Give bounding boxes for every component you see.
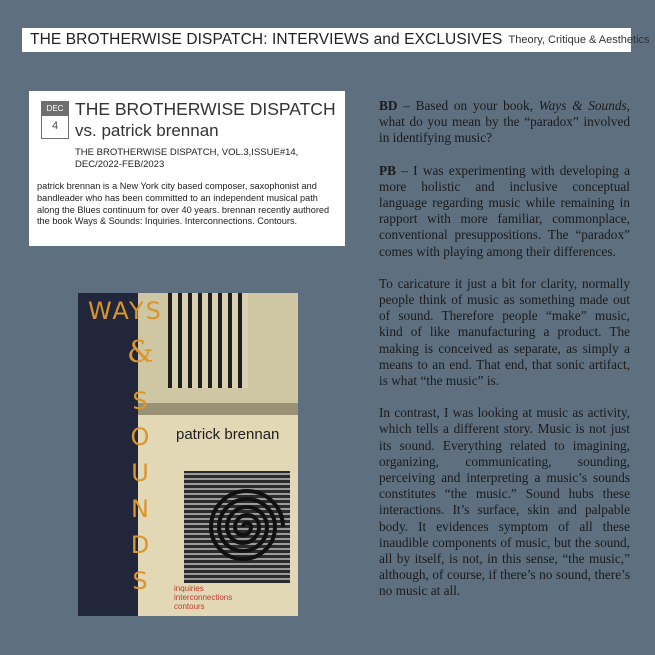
banner-subtitle: Theory, Critique & Aesthetics xyxy=(508,34,650,46)
book-letter: O xyxy=(130,423,150,451)
book-title-sounds xyxy=(128,383,152,599)
book-letter: S xyxy=(132,567,148,595)
book-title-ways: WAYS xyxy=(88,297,163,325)
answer-text: – I was experimenting with developing a more holistic and inclusive conceptual language regarding music while remaining in rapport with more familiar, commonplace, conventional presuppositions. The “paradox” comes with playing among their differences. xyxy=(379,162,630,259)
book-letter: S xyxy=(132,387,148,415)
card-volume: THE BROTHERWISE DISPATCH, VOL.3,ISSUE#14, DEC/2022-FEB/2023 xyxy=(75,147,299,170)
banner-title: THE BROTHERWISE DISPATCH: INTERVIEWS and EXCLUSIVES xyxy=(30,31,503,48)
card-bio: patrick brennan is a New York city based composer, saxophonist and bandleader who has been committed to an independent musical path along the Blues continuum for over 40 years. brennan recently authored the book Ways & Sounds: Inquiries. Interconnections. Contours. xyxy=(37,181,330,227)
card-title: THE BROTHERWISE DISPATCH xyxy=(75,99,336,119)
book-letter: D xyxy=(130,531,150,559)
book-subtitle xyxy=(174,584,232,611)
question-label: BD xyxy=(379,98,398,113)
book-letter: N xyxy=(131,495,149,523)
card-subtitle: vs. patrick brennan xyxy=(75,121,219,140)
date-month: DEC xyxy=(42,102,68,116)
book-subtitle-line: inquiries xyxy=(174,584,204,593)
cover-photo xyxy=(138,293,298,616)
body-paragraph-2: To caricature it just a bit for clarity, normally people think of music as something made out of sound. Therefore people “make” music, kind of like manufacturing a product. The making is conceived as separate, as simply a means to an end. That end, that sonic artifact, is what “the music” is. xyxy=(379,275,630,389)
book-author: patrick brennan xyxy=(176,426,280,443)
question-paragraph xyxy=(379,98,630,147)
question-text-1: – Based on your book, xyxy=(397,98,539,113)
body-paragraph-3: In contrast, I was looking at music as activity, which tells a different story. Music is not just its sound. Everything related to imagining, organizing, communicating, sounding, perceiving and interpreting a music’s sounds constitutes “the music.” Sound hubs these interactions. It’s surface, skin and palpable body. It evidences symptom of all these inaudible components of music, but the sound, all by itself, is not, in this sense, “the music,” although, of course, if there’s no sound, there’s no music at all. xyxy=(379,405,630,599)
fire-escape-window xyxy=(168,293,248,388)
book-title-ampersand: & xyxy=(127,335,154,370)
answer-paragraph xyxy=(379,163,630,260)
spiral-graphic xyxy=(198,479,288,575)
book-subtitle-line: contours xyxy=(174,602,205,611)
article-card xyxy=(29,91,345,246)
book-cover xyxy=(78,293,298,616)
date-badge xyxy=(41,101,69,139)
date-day: 4 xyxy=(51,120,59,132)
header-banner xyxy=(22,28,650,52)
question-book-title: Ways & Sounds xyxy=(538,98,627,113)
answer-label: PB xyxy=(379,162,396,178)
book-letter: U xyxy=(131,459,149,487)
question-text-2: , what do you mean by the “paradox” involved in identifying music? xyxy=(379,98,630,146)
book-subtitle-line: interconnections xyxy=(174,593,233,602)
interview-text xyxy=(379,98,630,616)
